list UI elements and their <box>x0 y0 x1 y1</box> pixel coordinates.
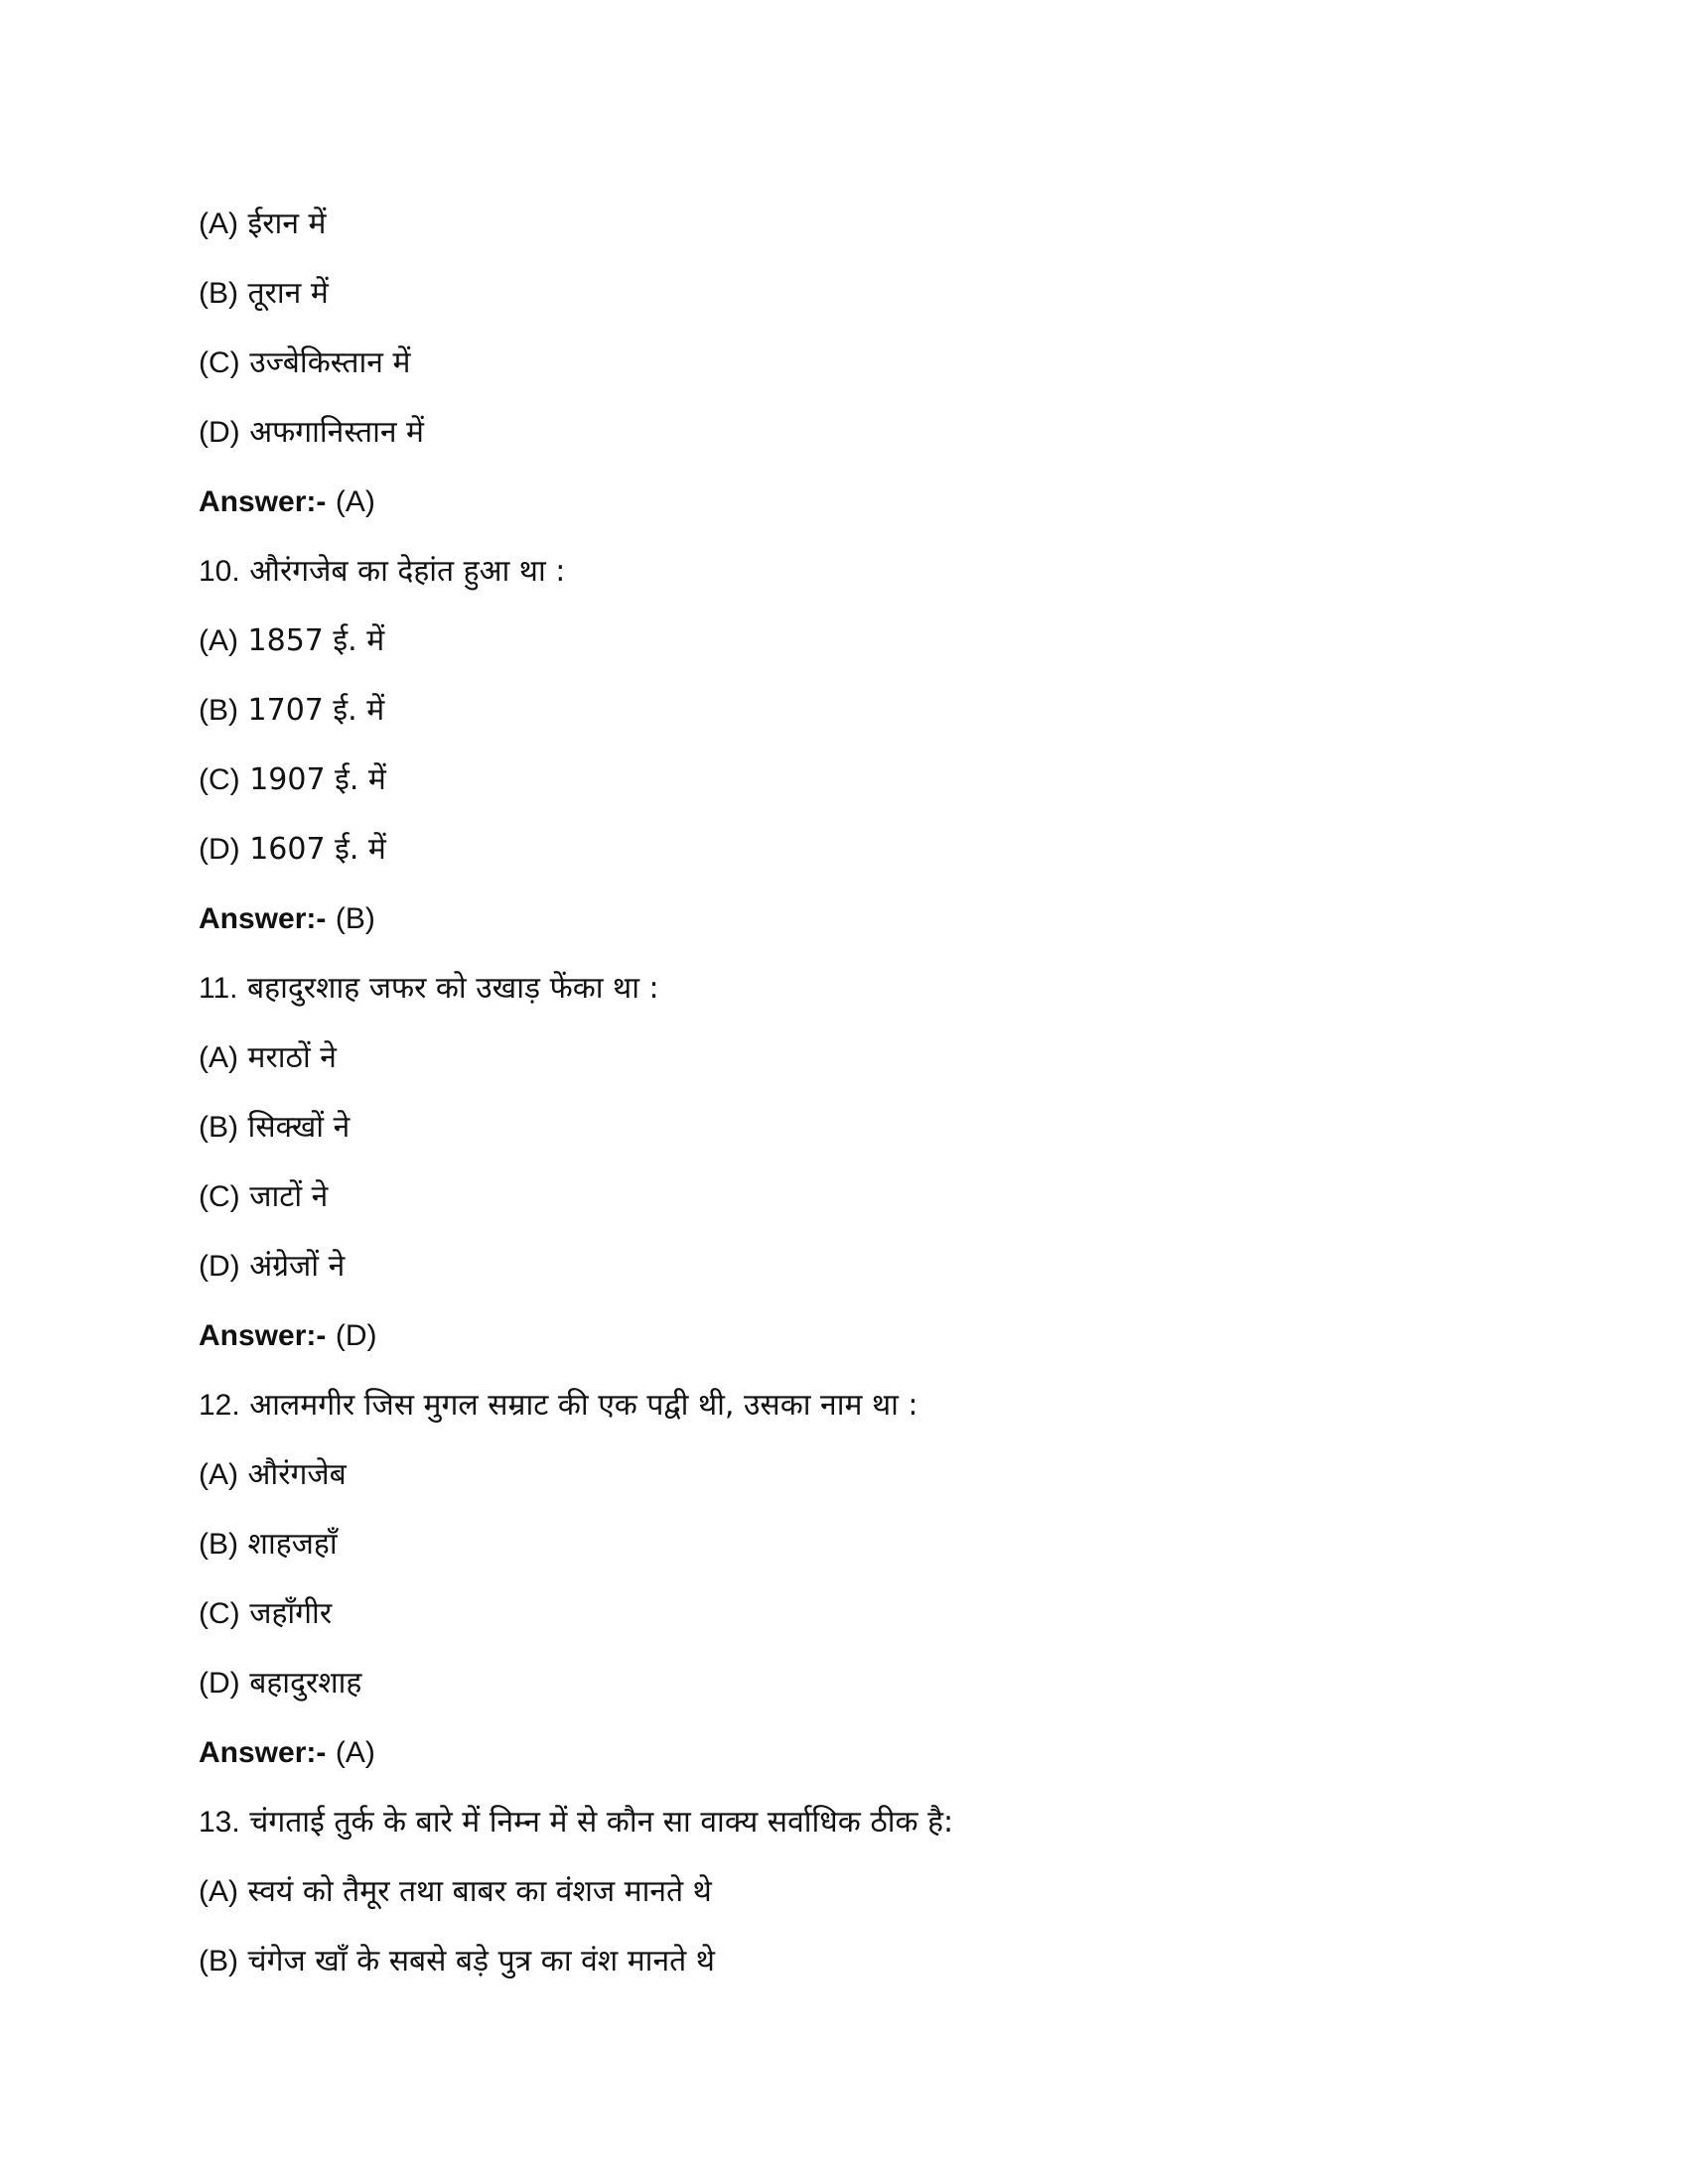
option-text: जाटों ने <box>249 1179 329 1214</box>
answer-label: Answer:- <box>199 902 327 935</box>
option-text: तूरान में <box>247 276 329 311</box>
option-text: अंग्रेजों ने <box>249 1249 346 1284</box>
option-label: (B) <box>199 694 238 727</box>
answer-line <box>199 473 953 542</box>
answer-line <box>199 889 953 959</box>
option-text: शाहजहाँ <box>247 1527 338 1562</box>
option-line <box>199 403 953 473</box>
option-text: जहाँगीर <box>249 1596 333 1631</box>
option-label: (C) <box>199 346 240 379</box>
option-line <box>199 1028 953 1098</box>
option-line <box>199 612 953 681</box>
option-text: मराठों ने <box>247 1040 337 1075</box>
option-label: (A) <box>199 1458 238 1491</box>
option-label: (C) <box>199 1180 240 1213</box>
question-number: 10. <box>199 555 240 588</box>
option-text: उज्बेकिस्तान में <box>249 345 411 380</box>
option-line <box>199 1167 953 1237</box>
option-label: (C) <box>199 1597 240 1630</box>
option-text: 1907 ई. में <box>249 762 386 797</box>
option-line <box>199 264 953 334</box>
option-text: 1607 ई. में <box>249 832 386 867</box>
question-text: बहादुरशाह जफर को उखाड़ फेंका था : <box>247 971 659 1006</box>
option-text: बहादुरशाह <box>249 1666 362 1701</box>
option-text: अफगानिस्तान में <box>249 415 424 450</box>
option-line <box>199 1862 953 1932</box>
question-line <box>199 959 953 1028</box>
option-label: (D) <box>199 1250 240 1283</box>
question-text: आलमगीर जिस मुगल सम्राट की एक पद्वी थी, उसका नाम था : <box>249 1388 918 1423</box>
option-line <box>199 1445 953 1515</box>
option-label: (C) <box>199 763 240 796</box>
option-line <box>199 820 953 889</box>
answer-value: (B) <box>335 902 375 935</box>
option-line <box>199 1098 953 1167</box>
option-label: (A) <box>199 207 238 240</box>
question-number: 12. <box>199 1389 240 1422</box>
option-line <box>199 681 953 751</box>
answer-label: Answer:- <box>199 485 327 518</box>
option-label: (D) <box>199 416 240 449</box>
question-line <box>199 1376 953 1445</box>
answer-value: (A) <box>335 1736 375 1769</box>
answer-value: (D) <box>335 1319 377 1352</box>
question-text: औरंगजेब का देहांत हुआ था : <box>249 554 566 589</box>
option-line <box>199 751 953 820</box>
question-text: चंगताई तुर्क के बारे में निम्न में से कौन सा वाक्य सर्वाधिक ठीक है: <box>249 1805 954 1840</box>
document-page <box>199 195 953 2001</box>
option-label: (A) <box>199 624 238 657</box>
option-line <box>199 1654 953 1723</box>
option-label: (B) <box>199 1528 238 1561</box>
option-text: ईरान में <box>247 206 327 241</box>
answer-line <box>199 1723 953 1793</box>
option-line <box>199 1515 953 1584</box>
option-text: स्वयं को तैमूर तथा बाबर का वंशज मानते थे <box>247 1874 712 1909</box>
answer-label: Answer:- <box>199 1319 327 1352</box>
option-label: (D) <box>199 1667 240 1700</box>
answer-line <box>199 1306 953 1376</box>
option-label: (B) <box>199 1111 238 1144</box>
option-label: (B) <box>199 277 238 310</box>
option-label: (A) <box>199 1041 238 1074</box>
option-text: 1857 ई. में <box>247 623 385 658</box>
option-text: 1707 ई. में <box>247 693 385 728</box>
option-line <box>199 334 953 403</box>
option-label: (D) <box>199 833 240 866</box>
option-label: (B) <box>199 1945 238 1978</box>
question-number: 13. <box>199 1806 240 1839</box>
option-line <box>199 1237 953 1306</box>
option-label: (A) <box>199 1875 238 1908</box>
question-number: 11. <box>199 972 238 1005</box>
option-line <box>199 1584 953 1654</box>
question-line <box>199 542 953 612</box>
option-text: चंगेज खाँ के सबसे बड़े पुत्र का वंश मानते थे <box>247 1944 715 1979</box>
option-line <box>199 1932 953 2001</box>
question-line <box>199 1793 953 1862</box>
option-text: सिक्खों ने <box>247 1110 351 1145</box>
option-text: औरंगजेब <box>247 1457 347 1492</box>
answer-value: (A) <box>335 485 375 518</box>
answer-label: Answer:- <box>199 1736 327 1769</box>
option-line <box>199 195 953 264</box>
